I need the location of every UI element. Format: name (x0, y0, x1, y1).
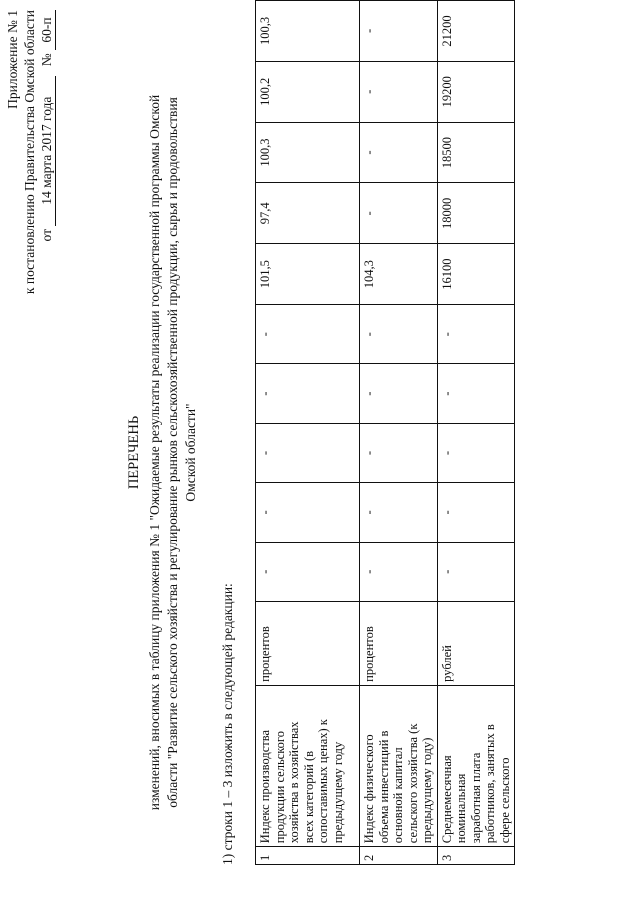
indicator-value: 101,5 (256, 244, 360, 305)
indicator-name-line: номинальная (454, 773, 468, 844)
unit-of-measure: процентов (360, 601, 438, 685)
unit-of-measure: процентов (256, 601, 360, 685)
indicator-value: - (437, 423, 515, 482)
indicator-value: - (437, 305, 515, 364)
subtitle-line-1: изменений, вносимых в таблицу приложения № 1 "Ожидаемые результаты реализации государственной программы Омской (147, 94, 162, 811)
appendix-date-line (38, 10, 56, 242)
indicator-value: - (360, 122, 438, 183)
indicator-value: 18000 (437, 183, 515, 244)
results-table (255, 0, 515, 865)
unit-of-measure: рублей (437, 601, 515, 685)
row-number: 1 (256, 847, 360, 865)
subtitle-line-3: Омской области" (183, 403, 198, 502)
indicator-value: - (256, 483, 360, 542)
indicator-value: - (360, 483, 438, 542)
resolution-number: 60-п (38, 10, 56, 50)
indicator-name-line: объема инвестиций в (376, 730, 391, 844)
indicator-value: - (256, 423, 360, 482)
indicator-name-line: Индекс физического (362, 734, 376, 844)
indicator-value: 16100 (437, 244, 515, 305)
from-label: от (39, 229, 54, 242)
indicator-value: 21200 (437, 1, 515, 62)
indicator-value: 18500 (437, 122, 515, 183)
indicator-value: - (360, 1, 438, 62)
indicator-name-line: Индекс производства (258, 730, 272, 844)
indicator-value: - (437, 364, 515, 423)
indicator-value: - (360, 364, 438, 423)
indicator-name-line: сельского хозяйства (к (405, 723, 420, 844)
indicator-name (360, 685, 438, 846)
instruction-text: 1) строки 1 – 3 изложить в следующей редакции: (220, 583, 235, 865)
indicator-value: - (437, 483, 515, 542)
indicator-value: 100,3 (256, 122, 360, 183)
table-row (256, 1, 360, 865)
indicator-name-line: хозяйства в хозяйствах (287, 721, 301, 844)
indicator-value: - (256, 305, 360, 364)
indicator-value: - (360, 183, 438, 244)
indicator-name-line: всех категорий (в (301, 750, 316, 844)
appendix-resolution-line: к постановлению Правительства Омской области (22, 10, 37, 295)
indicator-value: 19200 (437, 61, 515, 122)
resolution-date: 14 марта 2017 года (38, 76, 56, 226)
indicator-value: - (360, 542, 438, 601)
indicator-value: - (360, 61, 438, 122)
indicator-value: 97,4 (256, 183, 360, 244)
indicator-name-line: предыдущему году (330, 741, 345, 844)
indicator-value: 100,3 (256, 1, 360, 62)
indicator-name-line: основной капитал (391, 747, 405, 844)
indicator-name-line: Среднемесячная (439, 755, 454, 844)
document-title: ПЕРЕЧЕНЬ (126, 415, 142, 490)
indicator-value: - (256, 364, 360, 423)
row-number: 2 (360, 847, 438, 865)
table-row (437, 1, 515, 865)
indicator-name (437, 685, 515, 846)
indicator-value: 100,2 (256, 61, 360, 122)
number-label: № (39, 53, 54, 67)
subtitle-line-2: области "Развитие сельского хозяйства и регулирование рынков сельскохозяйственной продукции, сырья и продовольствия (165, 97, 180, 808)
indicator-value: - (360, 305, 438, 364)
indicator-name-line: заработная плата (468, 752, 483, 844)
table-row (360, 1, 438, 865)
indicator-name-line: работников, занятых в (483, 724, 497, 844)
indicator-name-line: сфере сельского (497, 757, 512, 844)
indicator-name-line: предыдущему году) (420, 737, 434, 844)
indicator-value: - (256, 542, 360, 601)
indicator-value: - (437, 542, 515, 601)
appendix-label: Приложение № 1 (5, 10, 20, 109)
indicator-name (256, 685, 360, 846)
row-number: 3 (437, 847, 515, 865)
indicator-name-line: продукции сельского (272, 731, 287, 844)
indicator-value: 104,3 (360, 244, 438, 305)
indicator-value: - (360, 423, 438, 482)
indicator-name-line: сопоставимых ценах) к (316, 719, 330, 844)
